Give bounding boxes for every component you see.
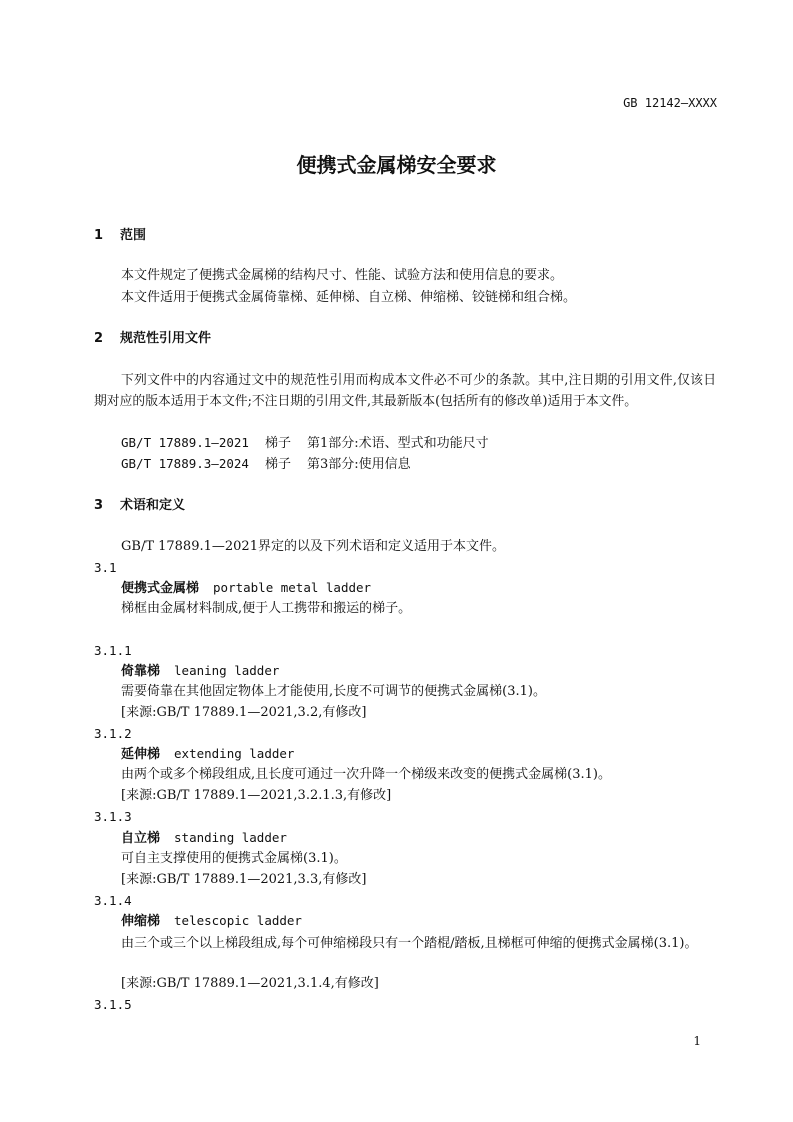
term-heading bbox=[121, 912, 302, 931]
reference-part: 第3部分:使用信息 bbox=[306, 457, 411, 472]
section-2-heading bbox=[94, 330, 211, 348]
term-definition: 由三个或三个以上梯段组成,每个可伸缩梯段只有一个踏棍/踏板,且梯框可伸缩的便携式金属梯(3.1)。 bbox=[121, 936, 698, 951]
term-number: 3.1.3 bbox=[94, 809, 132, 824]
term-number: 3.1.5 bbox=[94, 997, 132, 1012]
term-number: 3.1.2 bbox=[94, 726, 132, 741]
term-definition: 需要倚靠在其他固定物体上才能使用,长度不可调节的便携式金属梯(3.1)。 bbox=[121, 684, 546, 699]
term-chinese: 延伸梯 bbox=[121, 747, 161, 762]
normative-reference-1 bbox=[121, 434, 489, 453]
section-1-number: 1 bbox=[94, 228, 104, 243]
term-chinese: 自立梯 bbox=[121, 831, 161, 846]
term-chinese: 伸缩梯 bbox=[121, 914, 161, 929]
term-number: 3.1.4 bbox=[94, 893, 132, 908]
page-number: 1 bbox=[693, 1034, 701, 1048]
section-2-title: 规范性引用文件 bbox=[120, 331, 212, 346]
reference-part: 第1部分:术语、型式和功能尺寸 bbox=[306, 436, 489, 451]
section-2-number: 2 bbox=[94, 331, 104, 346]
term-definition: 可自主支撑使用的便携式金属梯(3.1)。 bbox=[121, 851, 347, 866]
section-3-title: 术语和定义 bbox=[120, 498, 186, 513]
section-1-title: 范围 bbox=[120, 228, 147, 243]
term-heading bbox=[121, 745, 294, 764]
section-1-heading bbox=[94, 227, 146, 245]
term-english: standing ladder bbox=[174, 830, 287, 845]
section-1-paragraph-2: 本文件适用于便携式金属倚靠梯、延伸梯、自立梯、伸缩梯、铰链梯和组合梯。 bbox=[121, 290, 577, 305]
term-heading bbox=[121, 662, 279, 681]
term-english: portable metal ladder bbox=[213, 580, 372, 595]
term-source: [来源:GB/T 17889.1—2021,3.1.4,有修改] bbox=[121, 976, 379, 991]
section-3-heading bbox=[94, 497, 185, 515]
term-source: [来源:GB/T 17889.1—2021,3.2.1.3,有修改] bbox=[121, 788, 392, 803]
document-code: GB 12142—XXXX bbox=[623, 96, 717, 110]
term-number: 3.1 bbox=[94, 560, 117, 575]
normative-reference-2 bbox=[121, 455, 411, 474]
term-chinese: 便携式金属梯 bbox=[121, 581, 200, 596]
term-heading bbox=[121, 829, 287, 848]
term-number: 3.1.1 bbox=[94, 643, 132, 658]
section-3-number: 3 bbox=[94, 498, 104, 513]
reference-code: GB/T 17889.3—2024 bbox=[121, 456, 249, 471]
reference-code: GB/T 17889.1—2021 bbox=[121, 435, 249, 450]
reference-name: 梯子 bbox=[264, 436, 291, 451]
section-3-paragraph-1: GB/T 17889.1—2021界定的以及下列术语和定义适用于本文件。 bbox=[121, 539, 505, 554]
term-source: [来源:GB/T 17889.1—2021,3.2,有修改] bbox=[121, 705, 367, 720]
reference-name: 梯子 bbox=[264, 457, 291, 472]
term-chinese: 倚靠梯 bbox=[121, 664, 161, 679]
term-definition: 由两个或多个梯段组成,且长度可通过一次升降一个梯级来改变的便携式金属梯(3.1)。 bbox=[121, 767, 611, 782]
term-english: telescopic ladder bbox=[174, 913, 302, 928]
term-heading bbox=[121, 579, 371, 598]
section-2-paragraph-1: 下列文件中的内容通过文中的规范性引用而构成本文件必不可少的条款。其中,注日期的引用文件,仅该日期对应的版本适用于本文件;不注日期的引用文件,其最新版本(包括所有的修改单)适用于本文件。 bbox=[94, 373, 716, 409]
term-english: extending ladder bbox=[174, 746, 295, 761]
term-definition: 梯框由金属材料制成,便于人工携带和搬运的梯子。 bbox=[121, 601, 412, 616]
document-title: 便携式金属梯安全要求 bbox=[296, 153, 497, 177]
section-1-paragraph-1: 本文件规定了便携式金属梯的结构尺寸、性能、试验方法和使用信息的要求。 bbox=[121, 268, 564, 283]
term-source: [来源:GB/T 17889.1—2021,3.3,有修改] bbox=[121, 872, 367, 887]
term-english: leaning ladder bbox=[174, 663, 280, 678]
